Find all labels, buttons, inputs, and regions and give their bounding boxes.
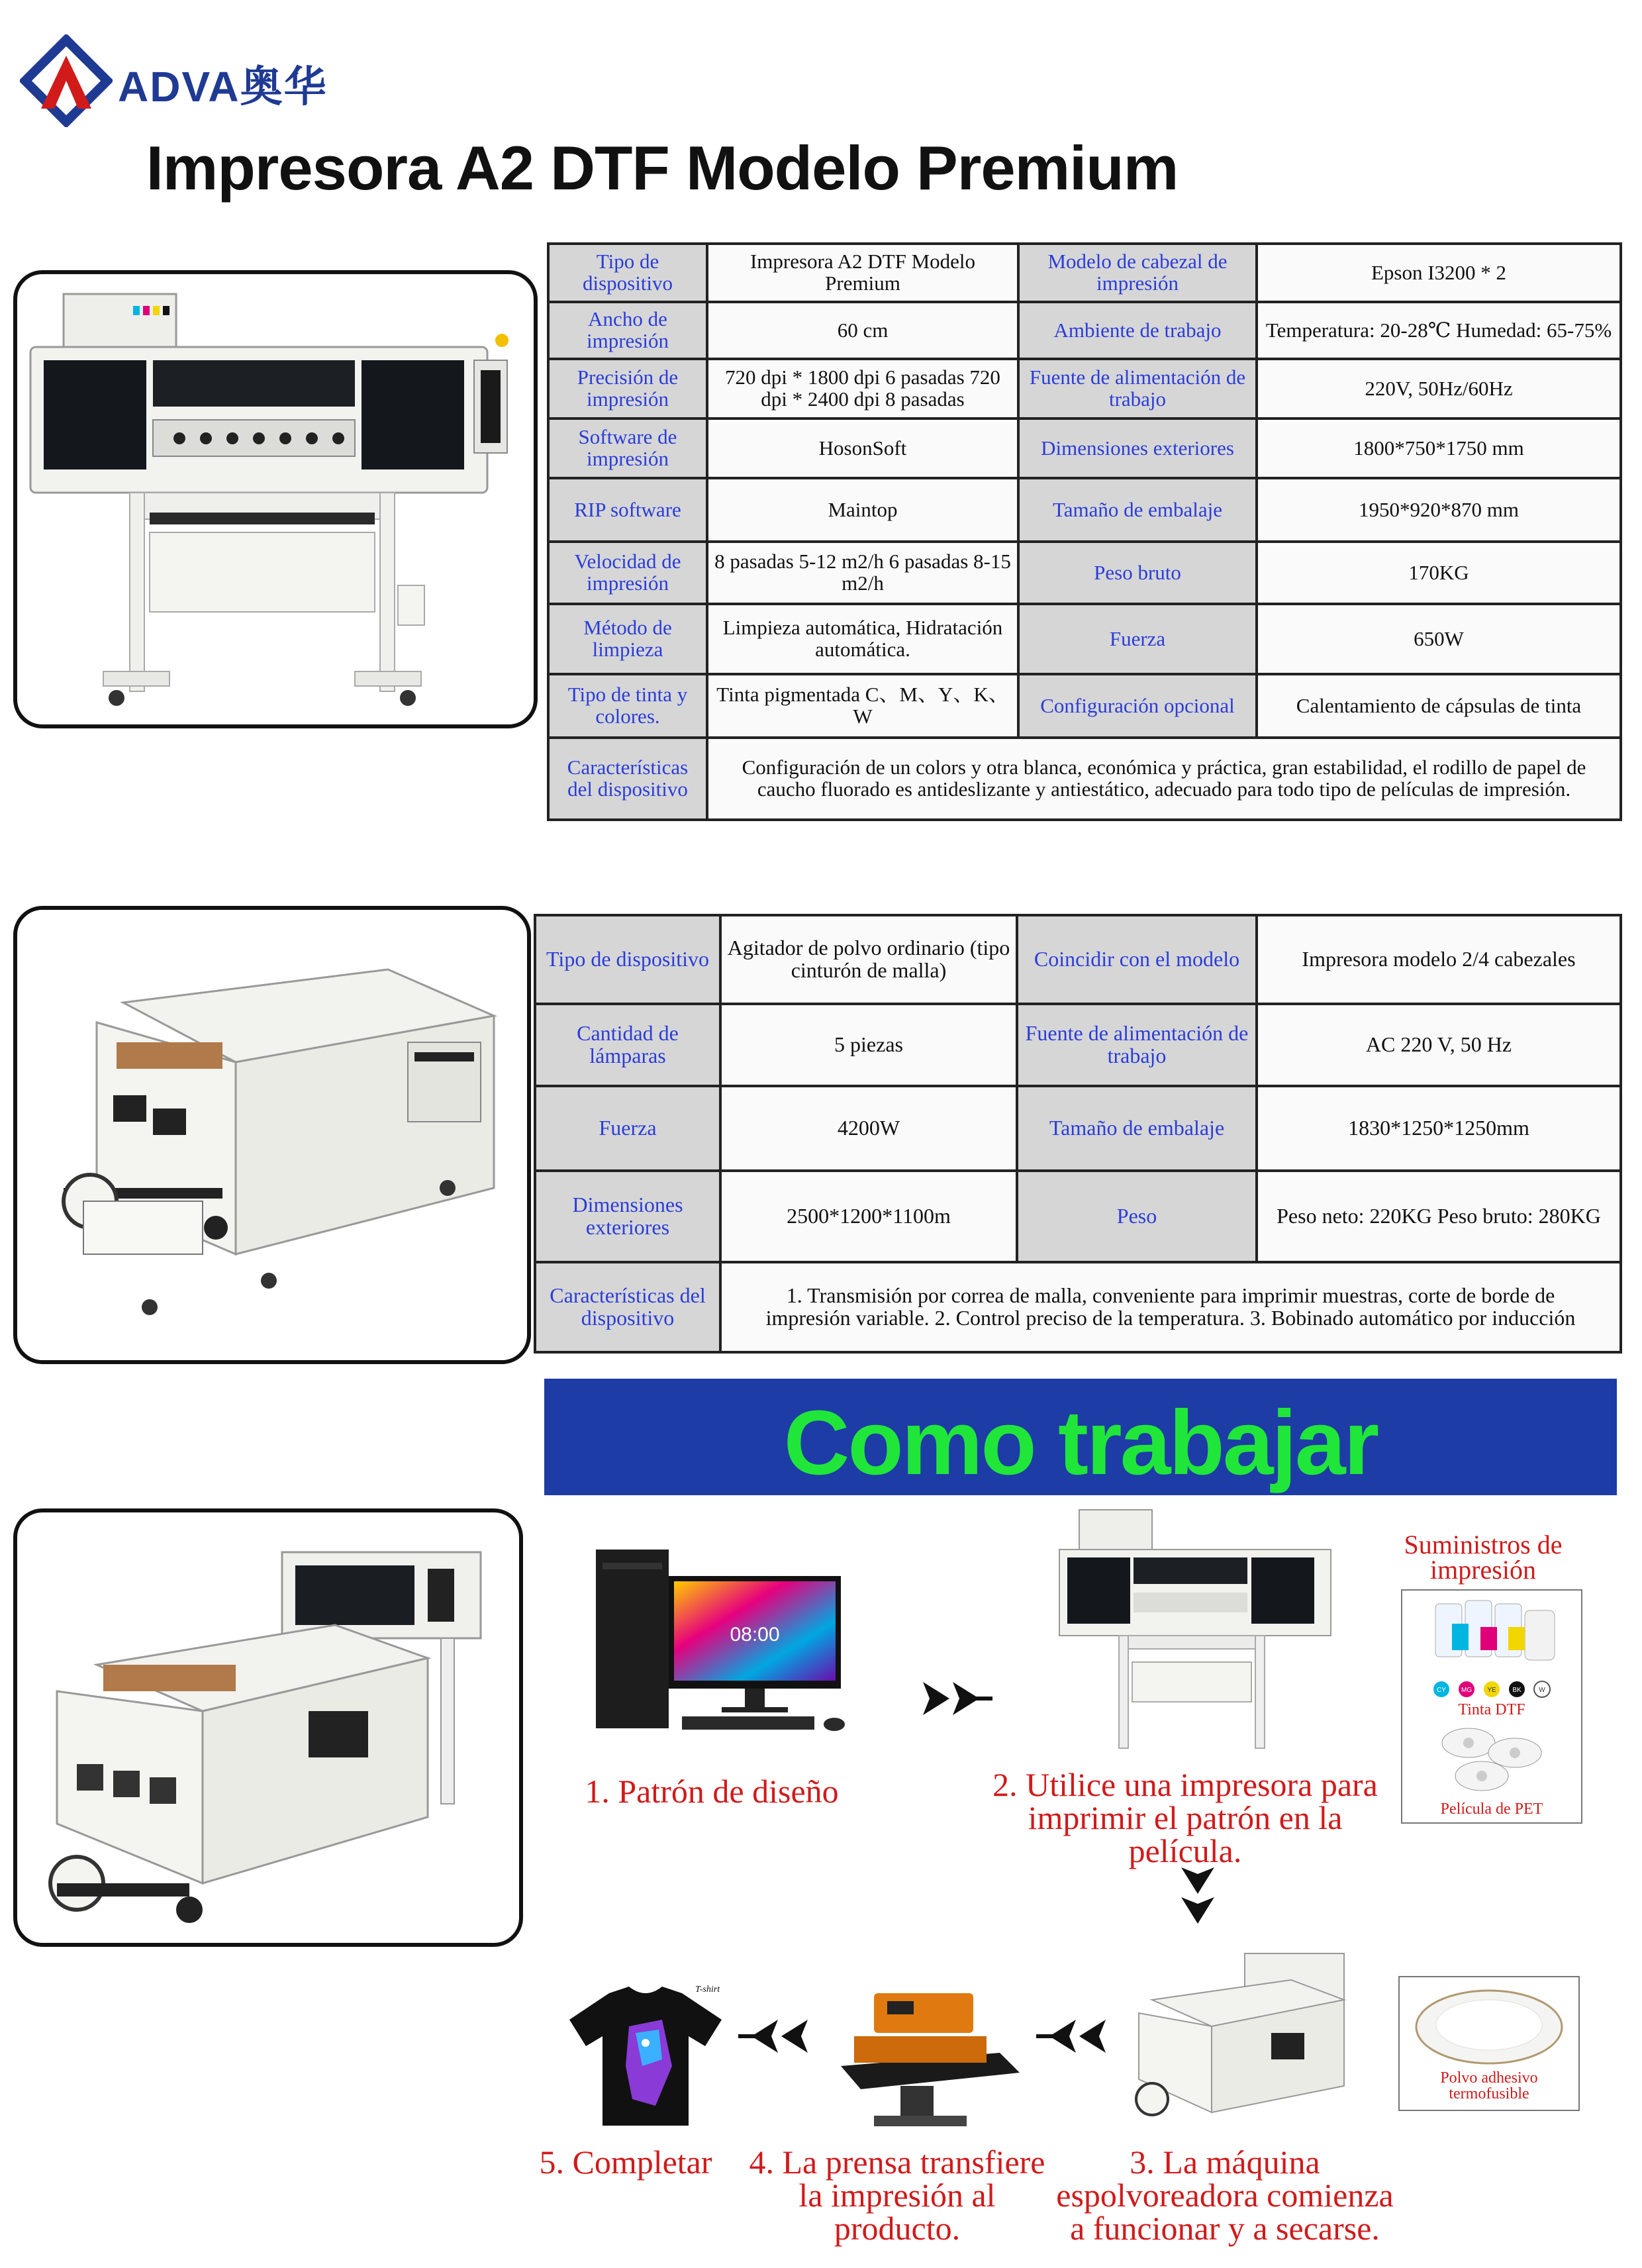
spec-value: Limpieza automática, Hidratación automática. xyxy=(707,604,1018,674)
spec-value: 60 cm xyxy=(707,302,1018,359)
shaker-spec-table xyxy=(534,914,1622,1354)
ink-label: Tinta DTF xyxy=(1458,1701,1525,1718)
spec-value: Epson I3200 * 2 xyxy=(1257,244,1621,302)
spec-label: Tipo de dispositivo xyxy=(548,244,707,302)
spec-label: Modelo de cabezal de impresión xyxy=(1018,244,1257,302)
combo-photo-frame xyxy=(13,1508,523,1947)
table-row xyxy=(548,542,1621,604)
pet-film-rolls-icon xyxy=(1429,1723,1555,1796)
spec-label: Configuración opcional xyxy=(1018,674,1257,738)
page-title: Impresora A2 DTF Modelo Premium xyxy=(146,133,1179,203)
tshirt-image xyxy=(563,1980,728,2132)
spec-label: Software de impresión xyxy=(548,419,707,478)
table-row xyxy=(548,359,1621,419)
spec-value: 650W xyxy=(1257,604,1621,674)
table-row xyxy=(535,1171,1621,1262)
monitor-clock: 08:00 xyxy=(730,1624,780,1646)
adhesive-powder-icon xyxy=(1400,1977,1578,2070)
dtf-printer-image xyxy=(17,274,534,724)
table-row xyxy=(548,674,1621,738)
table-row xyxy=(535,1086,1621,1171)
spec-label: Características del dispositivo xyxy=(548,738,707,820)
table-row xyxy=(548,604,1621,674)
spec-label: Cantidad de lámparas xyxy=(535,1004,720,1086)
features-text: 1. Transmisión por correa de malla, conveniente para imprimir muestras, corte de borde de impresión variable. 2. Control preciso de la temperatura. 3. Bobinado automático por inducción xyxy=(720,1262,1621,1352)
table-row xyxy=(548,738,1621,820)
spec-label: Tamaño de embalaje xyxy=(1018,478,1257,542)
spec-label: Fuerza xyxy=(1018,604,1257,674)
spec-label: Velocidad de impresión xyxy=(548,542,707,604)
spec-label: Características del dispositivo xyxy=(535,1262,720,1352)
spec-label: Dimensiones exteriores xyxy=(1018,419,1257,478)
spec-label: Dimensiones exteriores xyxy=(535,1171,720,1262)
svg-text:W: W xyxy=(1539,1687,1545,1694)
svg-text:YE: YE xyxy=(1487,1687,1496,1694)
double-arrow-left-icon xyxy=(735,2020,808,2056)
features-text: Configuración de un colors y otra blanca, económica y práctica, gran estabilidad, el rodillo de papel de caucho fluorado es antideslizante y antiestático, adecuado para todo tipo de películas de impresión. xyxy=(707,738,1621,820)
spec-value: 1800*750*1750 mm xyxy=(1257,419,1621,478)
spec-value: Calentamiento de cápsulas de tinta xyxy=(1257,674,1621,738)
spec-value: AC 220 V, 50 Hz xyxy=(1257,1004,1621,1086)
step-2-caption: 2. Utilice una impresora para imprimir el patrón en la película. xyxy=(992,1766,1378,1869)
film-label: Película de PET xyxy=(1440,1800,1543,1818)
table-row xyxy=(535,1004,1621,1086)
brand-name: ADVA奥华 xyxy=(118,63,328,111)
spec-label: Peso bruto xyxy=(1018,542,1257,604)
spec-value: 2500*1200*1100m xyxy=(720,1171,1017,1262)
spec-label: Peso xyxy=(1017,1171,1257,1262)
how-it-works-banner xyxy=(544,1379,1617,1495)
table-row xyxy=(535,1262,1621,1352)
powder-shaker-image xyxy=(17,910,527,1360)
banner-title: Como trabajar xyxy=(783,1392,1378,1494)
shaker-small-image xyxy=(1112,1947,1364,2126)
step-3-caption: 3. La máquina espolvoreadora comienza a funcionar y a secarse. xyxy=(1056,2144,1394,2247)
step-1-caption: 1. Patrón de diseño xyxy=(585,1773,839,1810)
spec-label: Fuente de alimentación de trabajo xyxy=(1018,359,1257,419)
shaker-photo-frame xyxy=(13,906,531,1364)
printer-small-image xyxy=(1053,1503,1337,1755)
spec-label: Ancho de impresión xyxy=(548,302,707,359)
spec-label: Tipo de tinta y colores. xyxy=(548,674,707,738)
adva-logo-icon xyxy=(20,34,113,127)
spec-value: Impresora A2 DTF Modelo Premium xyxy=(707,244,1018,302)
spec-label: Método de limpieza xyxy=(548,604,707,674)
spec-label: Tamaño de embalaje xyxy=(1017,1086,1257,1171)
spec-value: 1950*920*870 mm xyxy=(1257,478,1621,542)
computer-image xyxy=(596,1536,874,1742)
spec-label: Ambiente de trabajo xyxy=(1018,302,1257,359)
powder-box xyxy=(1398,1976,1580,2111)
spec-value: Temperatura: 20-28℃ Humedad: 65-75% xyxy=(1257,302,1621,359)
spec-value: 1830*1250*1250mm xyxy=(1257,1086,1621,1171)
spec-value: Peso neto: 220KG Peso bruto: 280KG xyxy=(1257,1171,1621,1262)
computer-icon xyxy=(596,1536,874,1742)
tshirt-label: T-shirt xyxy=(695,1985,720,1995)
spec-value: 8 pasadas 5-12 m2/h 6 pasadas 8-15 m2/h xyxy=(707,542,1018,604)
printer-spec-table xyxy=(547,242,1622,821)
table-row xyxy=(535,915,1621,1004)
spec-label: Precisión de impresión xyxy=(548,359,707,419)
svg-text:BK: BK xyxy=(1512,1687,1521,1694)
spec-value: HosonSoft xyxy=(707,419,1018,478)
ink-bottles-icon xyxy=(1402,1591,1581,1690)
spec-value: 720 dpi * 1800 dpi 6 pasadas 720 dpi * 2400 dpi 8 pasadas xyxy=(707,359,1018,419)
spec-label: RIP software xyxy=(548,478,707,542)
spec-value: Agitador de polvo ordinario (tipo cinturón de malla) xyxy=(720,915,1017,1004)
table-row xyxy=(548,244,1621,302)
heat-press-image xyxy=(814,1980,1026,2132)
spec-label: Coincidir con el modelo xyxy=(1017,915,1257,1004)
double-arrow-right-icon xyxy=(923,1682,996,1718)
spec-value: Maintop xyxy=(707,478,1018,542)
spec-value: 220V, 50Hz/60Hz xyxy=(1257,359,1621,419)
table-row xyxy=(548,419,1621,478)
spec-label: Fuente de alimentación de trabajo xyxy=(1017,1004,1257,1086)
supplies-box xyxy=(1401,1589,1582,1824)
step-4-caption: 4. La prensa transfiere la impresión al producto. xyxy=(749,2144,1045,2247)
double-arrow-left-icon xyxy=(1033,2020,1106,2056)
step-5-caption: 5. Completar xyxy=(539,2144,712,2181)
spec-label: Fuerza xyxy=(535,1086,720,1171)
svg-text:CY: CY xyxy=(1437,1687,1446,1694)
spec-value: Impresora modelo 2/4 cabezales xyxy=(1257,915,1621,1004)
table-row xyxy=(548,478,1621,542)
spec-value: 5 piezas xyxy=(720,1004,1017,1086)
brand-logo xyxy=(20,34,113,127)
spec-value: 170KG xyxy=(1257,542,1621,604)
double-arrow-down-icon xyxy=(1181,1867,1214,1937)
printer-shaker-combo-image xyxy=(17,1512,519,1943)
table-row xyxy=(548,302,1621,359)
spec-label: Tipo de dispositivo xyxy=(535,915,720,1004)
ink-color-dots xyxy=(1432,1680,1558,1699)
printer-photo-frame xyxy=(13,270,538,728)
supplies-title: Suministros de impresión xyxy=(1404,1530,1563,1585)
spec-value: 4200W xyxy=(720,1086,1017,1171)
spec-value: Tinta pigmentada C、M、Y、K、W xyxy=(707,674,1018,738)
powder-label: Polvo adhesivo termofusible xyxy=(1440,2069,1538,2102)
svg-text:MG: MG xyxy=(1461,1687,1473,1694)
